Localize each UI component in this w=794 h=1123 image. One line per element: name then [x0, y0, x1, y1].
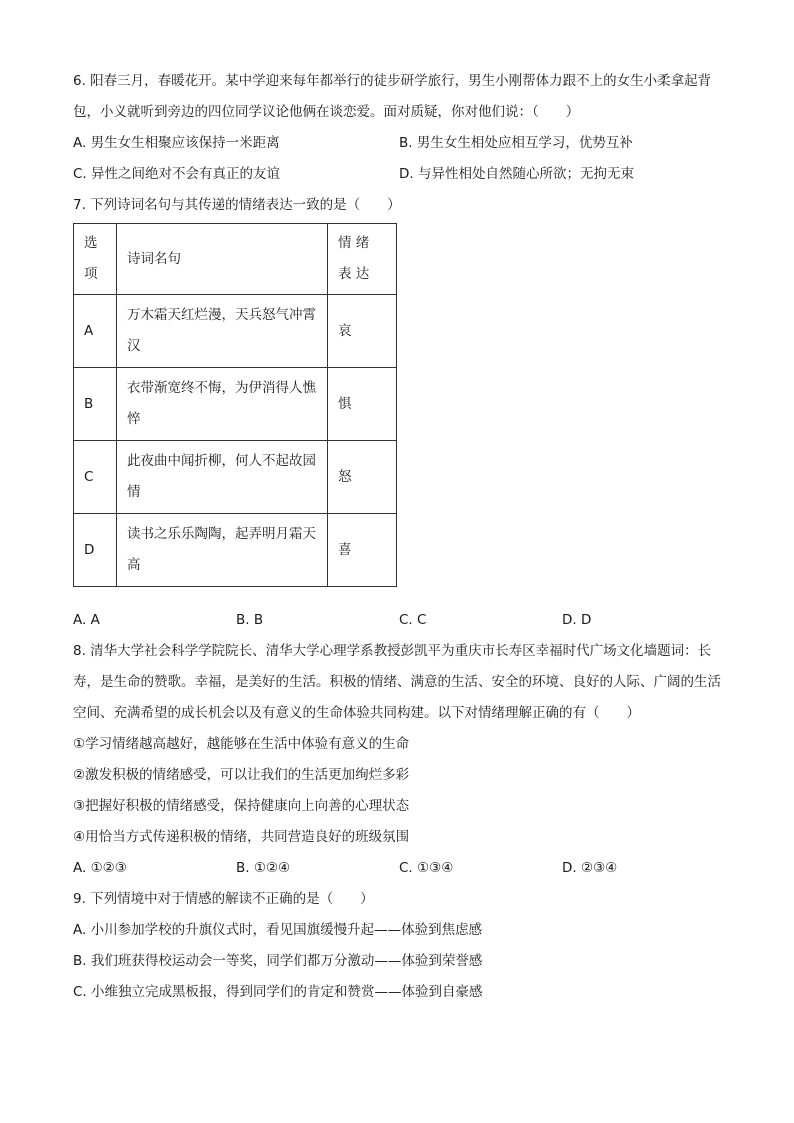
row-option: C [74, 441, 117, 514]
row-option: A [74, 295, 117, 368]
row-verse: 万木霜天红烂漫，天兵怒气冲霄汉 [117, 295, 328, 368]
table-row [74, 368, 397, 441]
question-6-options-row-2 [73, 159, 725, 190]
question-7-table [73, 223, 397, 587]
question-9-option-b[interactable]: B. 我们班获得校运动会一等奖，同学们都万分激动——体验到荣誉感 [73, 953, 483, 969]
question-7 [73, 190, 725, 636]
question-6-option-d[interactable]: D. 与异性相处自然随心所欲；无拘无束 [399, 166, 634, 182]
question-8-statement-4: ④用恰当方式传递积极的情绪，共同营造良好的班级氛围 [73, 829, 410, 845]
question-6-option-b[interactable]: B. 男生女生相处应相互学习，优势互补 [399, 135, 633, 151]
row-verse: 衣带渐宽终不悔，为伊消得人憔悴 [117, 368, 328, 441]
question-7-options-row [73, 605, 725, 636]
question-7-option-d[interactable]: D. D [562, 612, 592, 628]
row-verse: 此夜曲中闻折柳，何人不起故园情 [117, 441, 328, 514]
question-9 [73, 884, 725, 1008]
question-7-option-b[interactable]: B. B [236, 612, 264, 628]
row-emotion: 怒 [328, 441, 397, 514]
table-row [74, 441, 397, 514]
row-option: D [74, 514, 117, 587]
header-emotion: 情 绪 表 达 [328, 224, 397, 295]
question-8-option-a[interactable]: A. ①②③ [73, 860, 127, 876]
question-7-stem: 7. 下列诗词名句与其传递的情绪表达一致的是（ ） [73, 197, 401, 213]
exam-page [73, 66, 725, 1008]
table-row [74, 514, 397, 587]
header-verse: 诗词名句 [117, 224, 328, 295]
question-9-option-a[interactable]: A. 小川参加学校的升旗仪式时，看见国旗缓慢升起——体验到焦虑感 [73, 922, 483, 938]
question-8 [73, 636, 725, 884]
question-6-option-c[interactable]: C. 异性之间绝对不会有真正的友谊 [73, 166, 281, 182]
question-7-option-c[interactable]: C. C [399, 612, 427, 628]
row-verse: 读书之乐乐陶陶，起弄明月霜天高 [117, 514, 328, 587]
row-option: B [74, 368, 117, 441]
question-8-statement-2: ②激发积极的情绪感受，可以让我们的生活更加绚烂多彩 [73, 767, 410, 783]
question-6 [73, 66, 725, 190]
question-8-statement-3: ③把握好积极的情绪感受，保持健康向上向善的心理状态 [73, 798, 410, 814]
row-emotion: 哀 [328, 295, 397, 368]
question-8-option-c[interactable]: C. ①③④ [399, 860, 454, 876]
question-8-option-d[interactable]: D. ②③④ [562, 860, 618, 876]
row-emotion: 喜 [328, 514, 397, 587]
question-9-stem: 9. 下列情境中对于情感的解读不正确的是（ ） [73, 891, 374, 907]
header-option: 选项 [74, 224, 117, 295]
question-6-options-row-1 [73, 128, 725, 159]
question-7-option-a[interactable]: A. A [73, 612, 100, 628]
question-8-stem: 8. 清华大学社会科学学院院长、清华大学心理学系教授彭凯平为重庆市长寿区幸福时代广场文化墙题词：长寿，是生命的赞歌。幸福，是美好的生活。积极的情绪、满意的生活、安全的环境、良好的人际、广阔的生活空间、充满希望的成长机会以及有意义的生命体验共同构建。以下对情绪理解正确的有（ ） [73, 643, 721, 721]
question-6-option-a[interactable]: A. 男生女生相聚应该保持一米距离 [73, 135, 280, 151]
question-6-stem: 6. 阳春三月，春暖花开。某中学迎来每年都举行的徒步研学旅行，男生小刚帮体力跟不上的女生小柔拿起背包，小义就听到旁边的四位同学议论他俩在谈恋爱。面对质疑，你对他们说：（ ） [73, 73, 712, 120]
table-row [74, 295, 397, 368]
question-8-statement-1: ①学习情绪越高越好，越能够在生活中体验有意义的生命 [73, 736, 410, 752]
row-emotion: 惧 [328, 368, 397, 441]
table-header-row [74, 224, 397, 295]
question-9-option-c[interactable]: C. 小维独立完成黑板报，得到同学们的肯定和赞赏——体验到自豪感 [73, 984, 483, 1000]
question-8-option-b[interactable]: B. ①②④ [236, 860, 291, 876]
question-8-options-row [73, 853, 725, 884]
